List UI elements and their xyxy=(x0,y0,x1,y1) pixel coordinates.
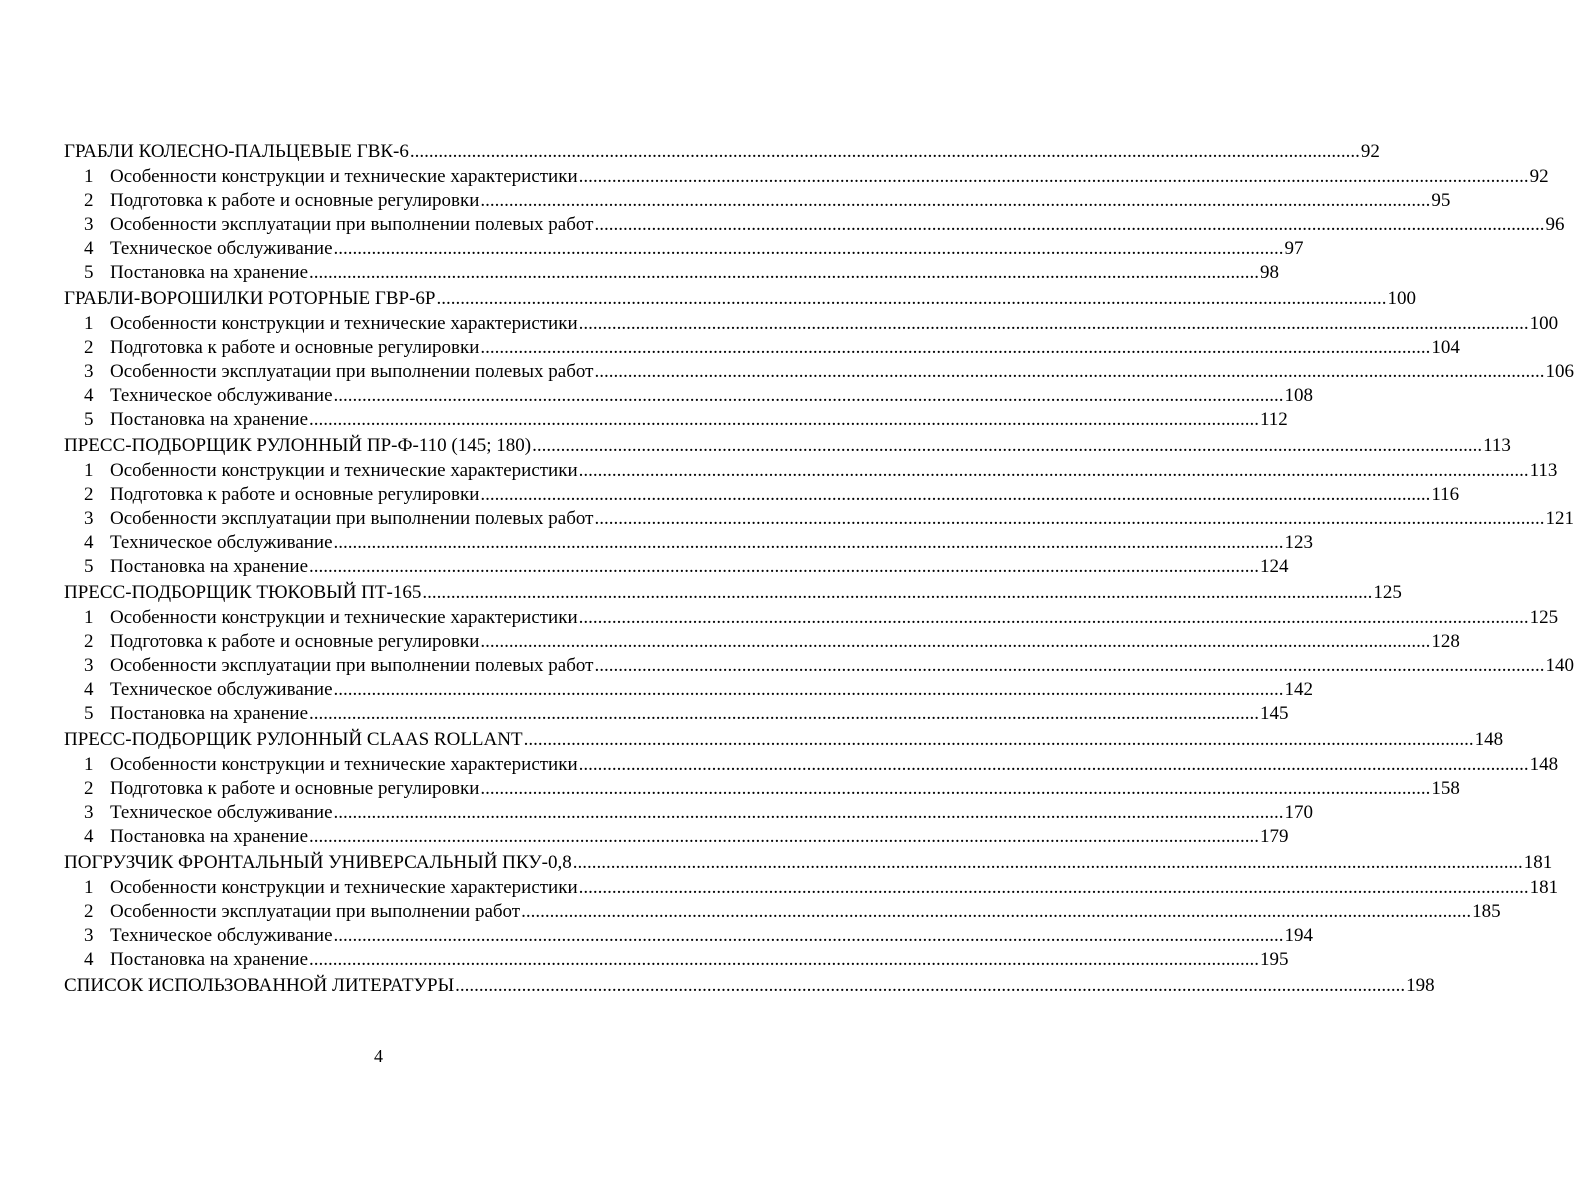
toc-item-title: Постановка на хранение xyxy=(110,703,309,724)
toc-item-title: Постановка на хранение xyxy=(110,262,309,283)
toc-item-title: Техническое обслуживание xyxy=(110,802,333,823)
toc-dot-leader xyxy=(524,726,1474,753)
toc-item-title: Подготовка к работе и основные регулировки xyxy=(110,778,480,799)
toc-item-page: 121 xyxy=(1545,508,1574,529)
toc-subsection-entry xyxy=(64,753,1559,777)
toc-item-page: 123 xyxy=(1284,532,1314,553)
toc-subsection-entry xyxy=(64,360,1574,384)
toc-item-number: 1 xyxy=(84,313,94,334)
toc-item-number: 3 xyxy=(84,214,94,235)
toc-dot-leader xyxy=(594,654,1544,678)
toc-chapter-entry xyxy=(64,726,1504,753)
toc-item-page: 96 xyxy=(1545,214,1565,235)
toc-item-page: 181 xyxy=(1529,877,1559,898)
toc-item-page: 140 xyxy=(1545,655,1574,676)
toc-item-page: 145 xyxy=(1260,703,1289,724)
toc-subsection-entry xyxy=(64,507,1574,531)
toc-chapter-entry xyxy=(64,849,1553,876)
toc-dot-leader xyxy=(334,924,1284,948)
toc-item-title: Постановка на хранение xyxy=(110,556,309,577)
toc-chapter-title: ПРЕСС-ПОДБОРЩИК ТЮКОВЫЙ ПТ-165 xyxy=(64,582,422,603)
toc-item-title: Особенности конструкции и технические характеристики xyxy=(110,754,578,775)
toc-subsection-entry xyxy=(64,483,1460,507)
toc-chapter-title: ПРЕСС-ПОДБОРЩИК РУЛОННЫЙ ПР-Ф-110 (145; 180) xyxy=(64,435,532,456)
toc-chapter-entry xyxy=(64,432,1511,459)
toc-dot-leader xyxy=(579,876,1529,900)
toc-section xyxy=(64,849,1559,972)
toc-subsection-entry xyxy=(64,237,1304,261)
toc-item-page: 128 xyxy=(1431,631,1460,652)
toc-item-page: 158 xyxy=(1431,778,1460,799)
toc-dot-leader xyxy=(334,384,1284,408)
toc-subsection-entry xyxy=(64,189,1451,213)
toc-dot-leader xyxy=(480,777,1430,801)
toc-item-page: 95 xyxy=(1431,190,1451,211)
toc-section xyxy=(64,138,1565,285)
toc-subsection-entry xyxy=(64,702,1289,726)
toc-item-title: Особенности конструкции и технические характеристики xyxy=(110,313,578,334)
toc-item-page: 98 xyxy=(1260,262,1280,283)
toc-item-number: 3 xyxy=(84,925,94,946)
toc-item-title: Техническое обслуживание xyxy=(110,679,333,700)
toc-chapter-title: ГРАБЛИ-ВОРОШИЛКИ РОТОРНЫЕ ГВР-6Р xyxy=(64,288,436,309)
toc-item-number: 2 xyxy=(84,778,94,799)
toc-dot-leader xyxy=(579,165,1529,189)
toc-item-page: 195 xyxy=(1260,949,1289,970)
toc-chapter-title: ПОГРУЗЧИК ФРОНТАЛЬНЫЙ УНИВЕРСАЛЬНЫЙ ПКУ-0,8 xyxy=(64,852,572,873)
toc-item-page: 108 xyxy=(1284,385,1314,406)
toc-item-page: 148 xyxy=(1529,754,1559,775)
toc-item-number: 1 xyxy=(84,460,94,481)
toc-dot-leader xyxy=(573,849,1523,876)
toc-dot-leader xyxy=(594,213,1544,237)
table-of-contents xyxy=(64,138,1574,999)
toc-subsection-entry xyxy=(64,531,1314,555)
toc-item-title: Особенности конструкции и технические характеристики xyxy=(110,877,578,898)
toc-item-number: 3 xyxy=(84,655,94,676)
toc-section xyxy=(64,972,1435,999)
toc-chapter-title: СПИСОК ИСПОЛЬЗОВАННОЙ ЛИТЕРАТУРЫ xyxy=(64,975,455,996)
toc-dot-leader xyxy=(579,312,1529,336)
toc-item-page: 97 xyxy=(1284,238,1304,259)
toc-item-page: 112 xyxy=(1260,409,1288,430)
toc-item-number: 5 xyxy=(84,556,94,577)
toc-item-number: 5 xyxy=(84,409,94,430)
toc-item-page: 116 xyxy=(1431,484,1460,505)
toc-item-number: 2 xyxy=(84,484,94,505)
toc-section xyxy=(64,579,1574,726)
toc-item-title: Особенности эксплуатации при выполнении полевых работ xyxy=(110,655,594,676)
toc-chapter-page: 125 xyxy=(1373,582,1402,603)
toc-dot-leader xyxy=(521,900,1471,924)
toc-subsection-entry xyxy=(64,801,1314,825)
toc-chapter-title: ГРАБЛИ КОЛЕСНО-ПАЛЬЦЕВЫЕ ГВК-6 xyxy=(64,141,409,162)
toc-item-number: 1 xyxy=(84,607,94,628)
toc-subsection-entry xyxy=(64,312,1559,336)
toc-item-title: Постановка на хранение xyxy=(110,409,309,430)
toc-item-page: 113 xyxy=(1529,460,1558,481)
toc-item-number: 4 xyxy=(84,532,94,553)
toc-dot-leader xyxy=(579,753,1529,777)
toc-item-title: Подготовка к работе и основные регулировки xyxy=(110,190,480,211)
toc-chapter-title: ПРЕСС-ПОДБОРЩИК РУЛОННЫЙ CLAAS ROLLANT xyxy=(64,729,523,750)
toc-dot-leader xyxy=(594,507,1544,531)
toc-section xyxy=(64,432,1574,579)
toc-item-page: 92 xyxy=(1529,166,1549,187)
toc-item-number: 1 xyxy=(84,754,94,775)
toc-item-number: 2 xyxy=(84,631,94,652)
toc-dot-leader xyxy=(309,555,1259,579)
toc-item-number: 4 xyxy=(84,949,94,970)
toc-subsection-entry xyxy=(64,948,1289,972)
toc-item-page: 179 xyxy=(1260,826,1289,847)
toc-item-number: 4 xyxy=(84,826,94,847)
toc-dot-leader xyxy=(309,948,1259,972)
toc-item-title: Особенности конструкции и технические характеристики xyxy=(110,460,578,481)
toc-item-number: 1 xyxy=(84,877,94,898)
toc-item-title: Подготовка к работе и основные регулировки xyxy=(110,484,480,505)
toc-chapter-entry xyxy=(64,972,1435,999)
toc-subsection-entry xyxy=(64,459,1558,483)
toc-dot-leader xyxy=(334,531,1284,555)
toc-chapter-page: 92 xyxy=(1360,141,1380,162)
toc-subsection-entry xyxy=(64,384,1314,408)
toc-chapter-page: 148 xyxy=(1474,729,1504,750)
toc-dot-leader xyxy=(436,285,1386,312)
toc-item-number: 4 xyxy=(84,385,94,406)
toc-dot-leader xyxy=(455,972,1405,999)
toc-dot-leader xyxy=(309,261,1259,285)
toc-dot-leader xyxy=(579,459,1529,483)
toc-subsection-entry xyxy=(64,825,1289,849)
toc-item-title: Особенности эксплуатации при выполнении работ xyxy=(110,901,521,922)
toc-dot-leader xyxy=(480,630,1430,654)
toc-item-page: 104 xyxy=(1431,337,1460,358)
toc-dot-leader xyxy=(334,237,1284,261)
toc-subsection-entry xyxy=(64,213,1565,237)
toc-subsection-entry xyxy=(64,606,1559,630)
page-number: 4 xyxy=(374,1046,383,1066)
toc-section xyxy=(64,285,1574,432)
toc-item-title: Подготовка к работе и основные регулировки xyxy=(110,631,480,652)
toc-subsection-entry xyxy=(64,261,1280,285)
toc-chapter-page: 100 xyxy=(1387,288,1416,309)
toc-item-number: 2 xyxy=(84,190,94,211)
toc-item-title: Особенности конструкции и технические характеристики xyxy=(110,166,578,187)
toc-chapter-entry xyxy=(64,579,1402,606)
toc-item-title: Техническое обслуживание xyxy=(110,925,333,946)
toc-item-title: Особенности конструкции и технические характеристики xyxy=(110,607,578,628)
toc-item-number: 2 xyxy=(84,337,94,358)
toc-subsection-entry xyxy=(64,678,1314,702)
toc-item-page: 194 xyxy=(1284,925,1314,946)
toc-item-page: 185 xyxy=(1472,901,1501,922)
toc-item-number: 5 xyxy=(84,262,94,283)
toc-item-number: 2 xyxy=(84,901,94,922)
toc-item-title: Техническое обслуживание xyxy=(110,385,333,406)
toc-dot-leader xyxy=(334,678,1284,702)
toc-item-number: 3 xyxy=(84,508,94,529)
toc-chapter-page: 113 xyxy=(1483,435,1511,456)
toc-dot-leader xyxy=(309,702,1259,726)
toc-subsection-entry xyxy=(64,336,1460,360)
toc-chapter-entry xyxy=(64,285,1416,312)
toc-item-title: Подготовка к работе и основные регулировки xyxy=(110,337,480,358)
toc-dot-leader xyxy=(410,138,1360,165)
toc-dot-leader xyxy=(309,408,1259,432)
toc-chapter-page: 181 xyxy=(1523,852,1553,873)
toc-dot-leader xyxy=(422,579,1372,606)
toc-dot-leader xyxy=(532,432,1482,459)
toc-item-number: 3 xyxy=(84,361,94,382)
toc-item-title: Техническое обслуживание xyxy=(110,238,333,259)
toc-item-number: 3 xyxy=(84,802,94,823)
toc-item-number: 1 xyxy=(84,166,94,187)
toc-dot-leader xyxy=(309,825,1259,849)
toc-dot-leader xyxy=(480,336,1430,360)
toc-subsection-entry xyxy=(64,165,1549,189)
toc-dot-leader xyxy=(334,801,1284,825)
toc-dot-leader xyxy=(480,189,1430,213)
toc-item-page: 100 xyxy=(1529,313,1559,334)
toc-dot-leader xyxy=(480,483,1430,507)
toc-subsection-entry xyxy=(64,408,1288,432)
toc-dot-leader xyxy=(579,606,1529,630)
toc-subsection-entry xyxy=(64,555,1289,579)
toc-subsection-entry xyxy=(64,777,1460,801)
toc-item-title: Особенности эксплуатации при выполнении полевых работ xyxy=(110,214,594,235)
toc-item-page: 124 xyxy=(1260,556,1289,577)
toc-item-title: Постановка на хранение xyxy=(110,949,309,970)
toc-dot-leader xyxy=(594,360,1544,384)
toc-item-page: 142 xyxy=(1284,679,1314,700)
toc-subsection-entry xyxy=(64,654,1574,678)
toc-item-page: 170 xyxy=(1284,802,1314,823)
toc-item-title: Особенности эксплуатации при выполнении полевых работ xyxy=(110,508,594,529)
toc-item-number: 4 xyxy=(84,238,94,259)
toc-item-title: Техническое обслуживание xyxy=(110,532,333,553)
toc-item-title: Особенности эксплуатации при выполнении полевых работ xyxy=(110,361,594,382)
toc-chapter-entry xyxy=(64,138,1380,165)
toc-item-number: 4 xyxy=(84,679,94,700)
toc-item-page: 125 xyxy=(1529,607,1559,628)
toc-section xyxy=(64,726,1559,849)
toc-subsection-entry xyxy=(64,924,1314,948)
toc-item-page: 106 xyxy=(1545,361,1574,382)
toc-subsection-entry xyxy=(64,630,1460,654)
toc-chapter-page: 198 xyxy=(1406,975,1435,996)
toc-item-title: Постановка на хранение xyxy=(110,826,309,847)
toc-item-number: 5 xyxy=(84,703,94,724)
toc-subsection-entry xyxy=(64,900,1501,924)
toc-subsection-entry xyxy=(64,876,1559,900)
